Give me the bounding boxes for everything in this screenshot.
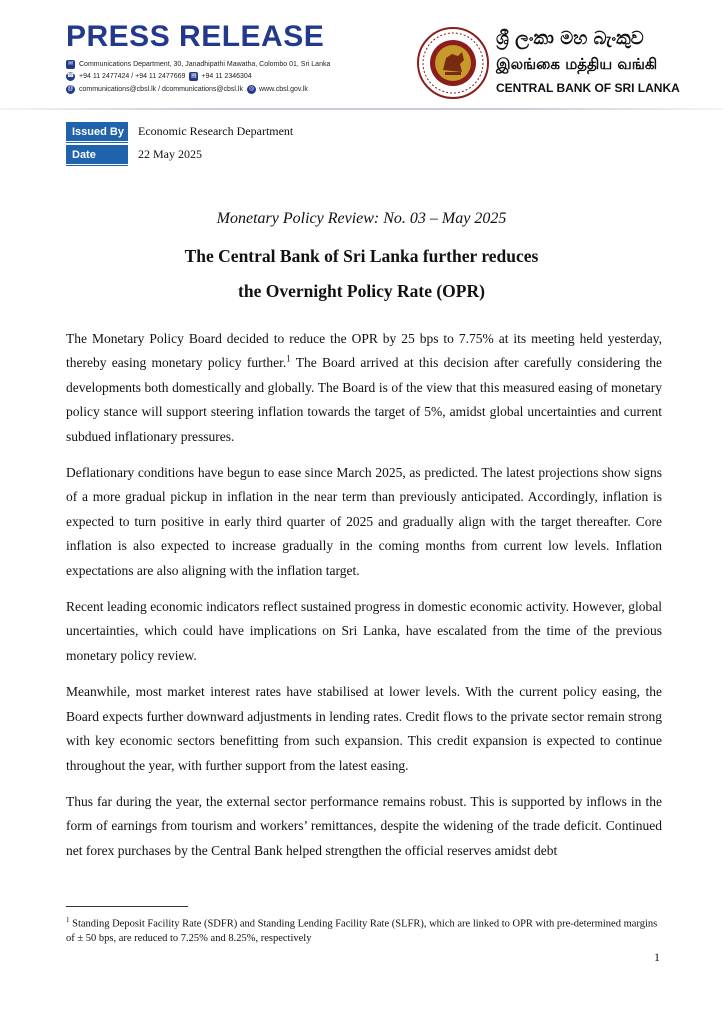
phone-icon: ☎ bbox=[66, 73, 75, 80]
issued-by-underline bbox=[66, 142, 128, 143]
headline-line-1: The Central Bank of Sri Lanka further reduces bbox=[184, 246, 539, 266]
web-row bbox=[66, 83, 330, 96]
bank-name-tamil: இலங்கை மத்திய வங்கி bbox=[496, 55, 658, 73]
bank-name-sinhala: ශ්‍රී ලංකා මහ බැංකුව bbox=[496, 28, 644, 49]
fax-icon: ▤ bbox=[191, 73, 197, 80]
press-release-title: PRESS RELEASE bbox=[66, 20, 325, 53]
phone-text: +94 11 2477424 / +94 11 2477669 bbox=[79, 73, 186, 81]
address-text: Communications Department, 30, Janadhipathi Mawatha, Colombo 01, Sri Lanka bbox=[79, 60, 331, 68]
footnote-divider bbox=[66, 906, 188, 907]
paragraph: Recent leading economic indicators reflect sustained progress in domestic economic activity. However, global uncertainties, which could have implications on Sri Lanka, have escalated from the time of the previous monetary policy review. bbox=[66, 599, 662, 663]
footnote-text: Standing Deposit Facility Rate (SDFR) and Standing Lending Facility Rate (SLFR), which are linked to OPR with pre-determined margins of ± 50 bps, are reduced to 7.25% and 8.25%, respectively bbox=[66, 918, 658, 944]
issued-by-value: Economic Research Department bbox=[138, 124, 294, 138]
phone-row bbox=[66, 71, 330, 84]
fax-text: +94 11 2346304 bbox=[201, 73, 252, 81]
globe-icon: ◎ bbox=[248, 85, 255, 92]
bank-name-english: CENTRAL BANK OF SRI LANKA bbox=[496, 81, 680, 95]
email-text[interactable]: communications@cbsl.lk / dcommunications@cbsl.lk bbox=[79, 85, 243, 93]
issued-by-row bbox=[66, 122, 293, 141]
contact-block bbox=[66, 58, 330, 96]
paragraph: Thus far during the year, the external sector performance remains robust. This is supported by inflows in the form of earnings from tourism and workers’ remittances, despite the widening of the trade deficit. Continued net forex purchases by the Central Bank helped strengthen the official reserves amidst debt bbox=[66, 793, 662, 858]
paragraph-text: The Board arrived at this decision after carefully considering the developments both domestically and globally. The Board is of the view that this measured easing of monetary policy stance will support steering inflation towards the target of 5%, amidst global uncertainties and current subdued inflationary pressures. bbox=[66, 355, 662, 444]
date-underline bbox=[66, 165, 128, 166]
footnote-marker: 1 bbox=[66, 916, 70, 924]
headline-line-2: the Overnight Policy Rate (OPR) bbox=[238, 281, 485, 301]
paragraph-text: The Monetary Policy Board decided to reduce the OPR by 25 bps to 7.75% at its meeting held yesterday, thereby easing monetary policy further. bbox=[66, 331, 662, 371]
mail-icon: ✉ bbox=[67, 60, 74, 67]
address-row bbox=[66, 58, 330, 71]
cbsl-seal-logo bbox=[416, 26, 490, 100]
review-subtitle: Monetary Policy Review: No. 03 – May 2025 bbox=[216, 210, 507, 227]
paragraph: Deflationary conditions have begun to ease since March 2025, as predicted. The latest projections show signs of a more gradual pickup in inflation in the near term than previously anticipated. Accordingly, inflation is expected to turn positive in early third quarter of 2025 and gradually align with the target thereafter. Core inflation is also expected to increase gradually in the coming months from current low levels. Inflation expectations are also aligning with the inflation target. bbox=[66, 465, 662, 578]
paragraph bbox=[66, 327, 662, 449]
at-icon: @ bbox=[67, 85, 74, 92]
header-divider bbox=[0, 108, 723, 110]
body-text bbox=[66, 327, 662, 875]
paragraph: Meanwhile, most market interest rates have stabilised at lower levels. With the current policy easing, the Board expects further downward adjustments in lending rates. Credit flows to the private sector remain strong with key economic sectors benefitting from such expansion. This credit expansion is expected to continue throughout the year, with further support from the latest easing. bbox=[66, 684, 662, 773]
date-value: 22 May 2025 bbox=[138, 147, 202, 161]
footnote-reference: 1 bbox=[286, 353, 291, 364]
website-link[interactable]: www.cbsl.gov.lk bbox=[259, 85, 308, 93]
date-row bbox=[66, 145, 202, 164]
page-number: 1 bbox=[654, 950, 660, 964]
date-label: Date bbox=[66, 145, 128, 164]
issued-by-label: Issued By bbox=[66, 122, 128, 141]
footnote bbox=[66, 913, 662, 946]
